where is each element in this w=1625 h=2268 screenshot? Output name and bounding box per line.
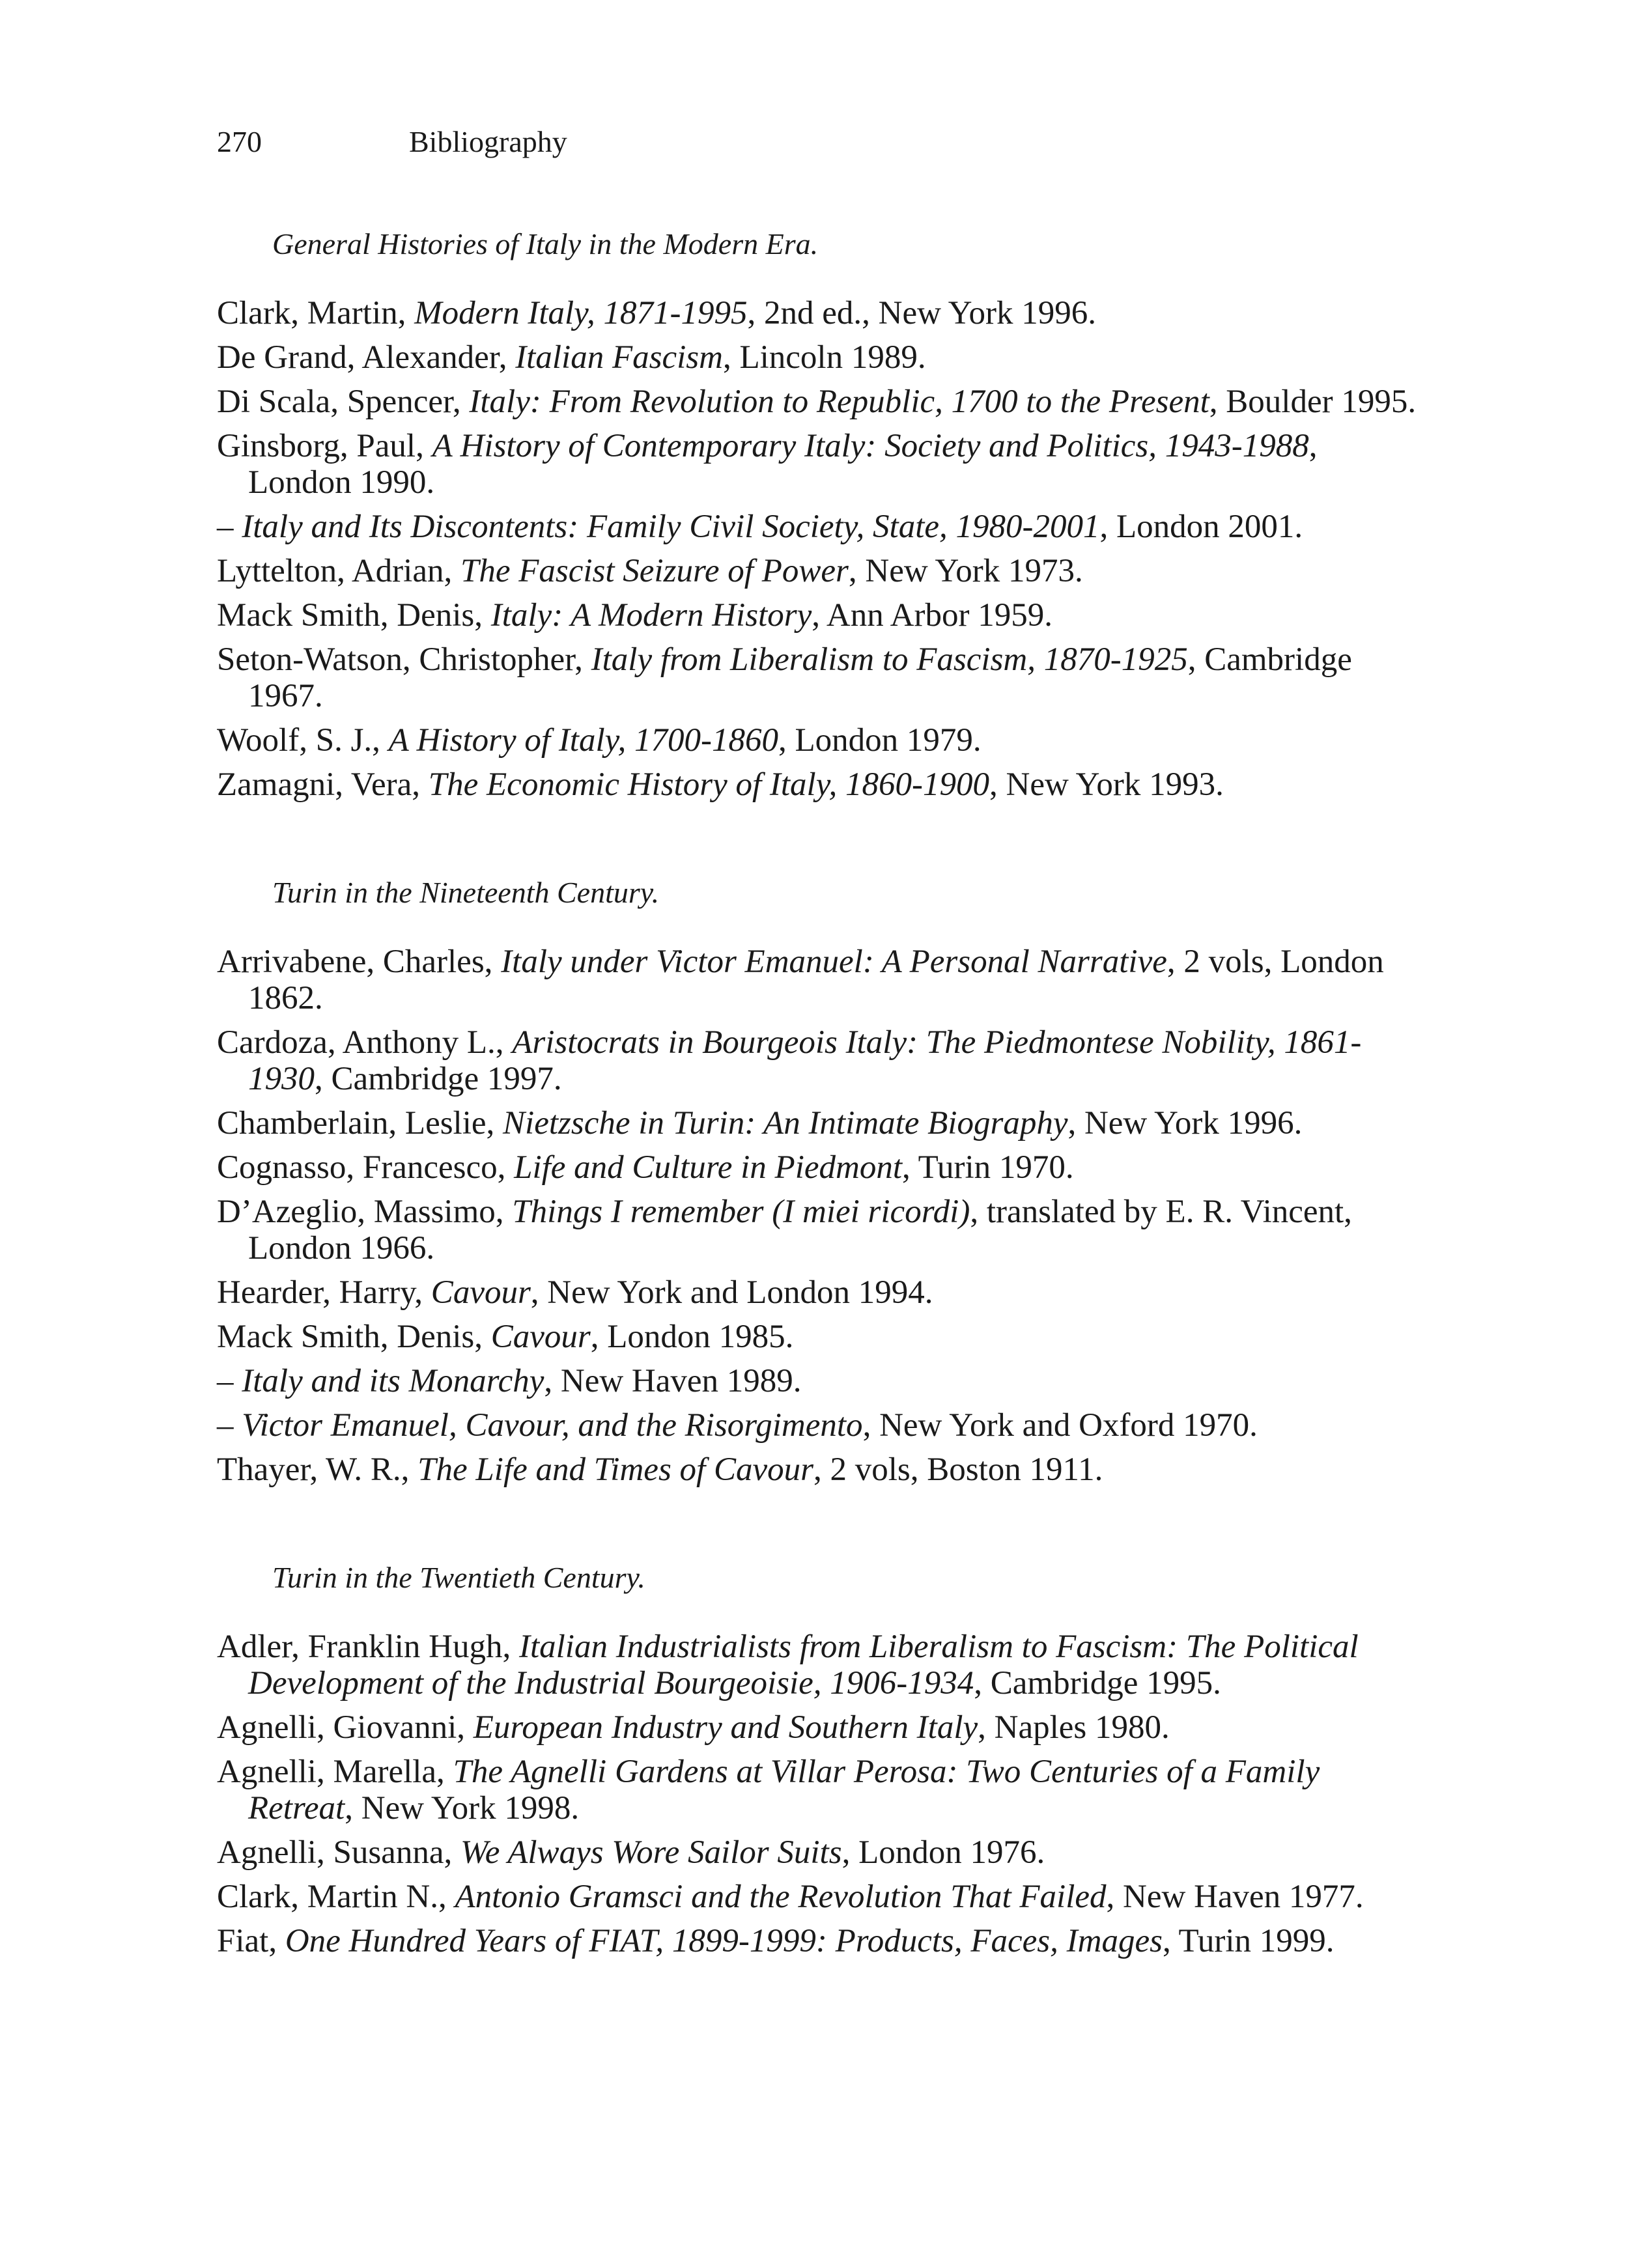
entry-list [217, 1629, 1428, 1959]
bibliography-entry: D’Azeglio, Massimo, Things I remember (I miei ricordi), translated by E. R. Vincent, London 1966. [217, 1194, 1352, 1267]
bibliography-entry: Seton-Watson, Christopher, Italy from Liberalism to Fascism, 1870-1925, Cambridge 1967. [217, 641, 1352, 714]
bibliography-entry: Lyttelton, Adrian, The Fascist Seizure of Power, New York 1973. [217, 553, 1083, 589]
bibliography-section [217, 1558, 1428, 1959]
bibliography-entry: Clark, Martin N., Antonio Gramsci and the Revolution That Failed, New Haven 1977. [217, 1879, 1364, 1915]
section-heading: General Histories of Italy in the Modern Era. [272, 227, 819, 260]
bibliography-entry: Arrivabene, Charles, Italy under Victor Emanuel: A Personal Narrative, 2 vols, London 1862. [217, 944, 1384, 1016]
page-number: 270 [217, 125, 262, 158]
bibliography-content [217, 225, 1428, 2030]
bibliography-entry: Cognasso, Francesco, Life and Culture in Piedmont, Turin 1970. [217, 1149, 1074, 1186]
bibliography-entry: – Italy and Its Discontents: Family Civil Society, State, 1980-2001, London 2001. [217, 509, 1303, 545]
bibliography-entry: Hearder, Harry, Cavour, New York and London 1994. [217, 1274, 933, 1311]
bibliography-entry: Agnelli, Marella, The Agnelli Gardens at Villar Perosa: Two Centuries of a Family Retreat, New York 1998. [217, 1754, 1320, 1827]
section-heading: Turin in the Twentieth Century. [272, 1561, 645, 1594]
bibliography-entry: Mack Smith, Denis, Italy: A Modern History, Ann Arbor 1959. [217, 597, 1053, 634]
section-heading: Turin in the Nineteenth Century. [272, 876, 660, 909]
bibliography-entry: Agnelli, Susanna, We Always Wore Sailor Suits, London 1976. [217, 1834, 1045, 1871]
bibliography-entry: Agnelli, Giovanni, European Industry and Southern Italy, Naples 1980. [217, 1709, 1170, 1746]
bibliography-entry: Adler, Franklin Hugh, Italian Industrialists from Liberalism to Fascism: The Political Development of the Industrial Bourgeoisie, 1906-1934, Cambridge 1995. [217, 1629, 1359, 1701]
entry-list [217, 944, 1428, 1488]
bibliography-entry: Fiat, One Hundred Years of FIAT, 1899-1999: Products, Faces, Images, Turin 1999. [217, 1923, 1335, 1959]
running-head [217, 122, 567, 161]
running-title: Bibliography [409, 125, 567, 158]
bibliography-entry: Woolf, S. J., A History of Italy, 1700-1860, London 1979. [217, 722, 982, 759]
bibliography-entry: Chamberlain, Leslie, Nietzsche in Turin: An Intimate Biography, New York 1996. [217, 1105, 1303, 1141]
bibliography-section [217, 225, 1428, 803]
bibliography-entry: Cardoza, Anthony L., Aristocrats in Bourgeois Italy: The Piedmontese Nobility, 1861-1930, Cambridge 1997. [217, 1024, 1362, 1097]
bibliography-entry: Di Scala, Spencer, Italy: From Revolution to Republic, 1700 to the Present, Boulder 1995. [217, 384, 1417, 420]
bibliography-entry: – Italy and its Monarchy, New Haven 1989. [217, 1363, 802, 1399]
bibliography-entry: – Victor Emanuel, Cavour, and the Risorgimento, New York and Oxford 1970. [217, 1407, 1258, 1444]
bibliography-entry: Ginsborg, Paul, A History of Contemporary Italy: Society and Politics, 1943-1988, London 1990. [217, 428, 1318, 501]
bibliography-entry: Zamagni, Vera, The Economic History of Italy, 1860-1900, New York 1993. [217, 766, 1224, 803]
bibliography-entry: Mack Smith, Denis, Cavour, London 1985. [217, 1319, 794, 1355]
bibliography-section [217, 873, 1428, 1488]
entry-list [217, 295, 1428, 803]
bibliography-entry: De Grand, Alexander, Italian Fascism, Lincoln 1989. [217, 339, 926, 376]
bibliography-entry: Thayer, W. R., The Life and Times of Cavour, 2 vols, Boston 1911. [217, 1451, 1103, 1488]
bibliography-entry: Clark, Martin, Modern Italy, 1871-1995, 2nd ed., New York 1996. [217, 295, 1096, 331]
